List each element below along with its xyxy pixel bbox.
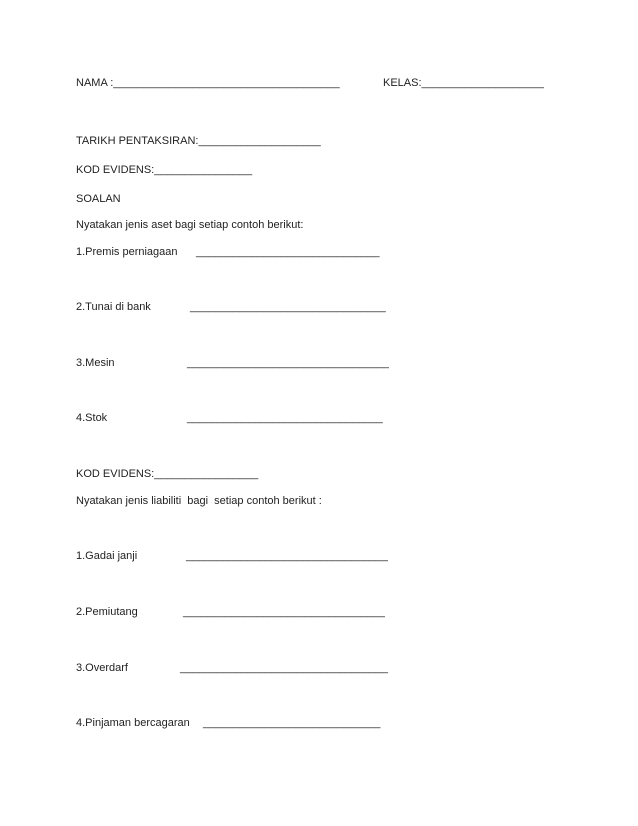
aset-item-label: 1.Premis perniagaan xyxy=(76,246,178,258)
tarikh-pentaksiran-field[interactable]: TARIKH PENTAKSIRAN:____________________ xyxy=(76,135,321,147)
liabiliti-answer-blank[interactable]: __________________________________ xyxy=(180,662,389,674)
liabiliti-item-label: 3.Overdarf xyxy=(76,662,128,674)
kod-evidens-field[interactable]: KOD EVIDENS:________________ xyxy=(76,164,253,176)
aset-item-label: 2.Tunai di bank xyxy=(76,301,151,313)
liabiliti-answer-blank[interactable]: _____________________________ xyxy=(203,717,381,729)
aset-instruction: Nyatakan jenis aset bagi setiap contoh berikut: xyxy=(76,219,304,231)
aset-answer-blank[interactable]: ________________________________ xyxy=(190,301,386,313)
liabiliti-item-label: 1.Gadai janji xyxy=(76,550,138,562)
liabiliti-item-label: 4.Pinjaman bercagaran xyxy=(76,717,190,729)
kelas-field[interactable]: KELAS:____________________ xyxy=(383,77,544,89)
aset-answer-blank[interactable]: ________________________________ xyxy=(187,412,383,424)
aset-item-label: 4.Stok xyxy=(76,412,108,424)
aset-answer-blank[interactable]: ______________________________ xyxy=(196,246,380,258)
aset-answer-blank[interactable]: _________________________________ xyxy=(187,357,389,369)
kod-evidens-field-2[interactable]: KOD EVIDENS:_________________ xyxy=(76,468,259,480)
nama-field[interactable]: NAMA :_____________________________________ xyxy=(76,77,340,89)
liabiliti-answer-blank[interactable]: _________________________________ xyxy=(186,550,388,562)
soalan-heading: SOALAN xyxy=(76,193,121,205)
liabiliti-instruction: Nyatakan jenis liabiliti bagi setiap contoh berikut : xyxy=(76,495,322,507)
liabiliti-answer-blank[interactable]: _________________________________ xyxy=(183,606,385,618)
liabiliti-item-label: 2.Pemiutang xyxy=(76,606,138,618)
aset-item-label: 3.Mesin xyxy=(76,357,115,369)
